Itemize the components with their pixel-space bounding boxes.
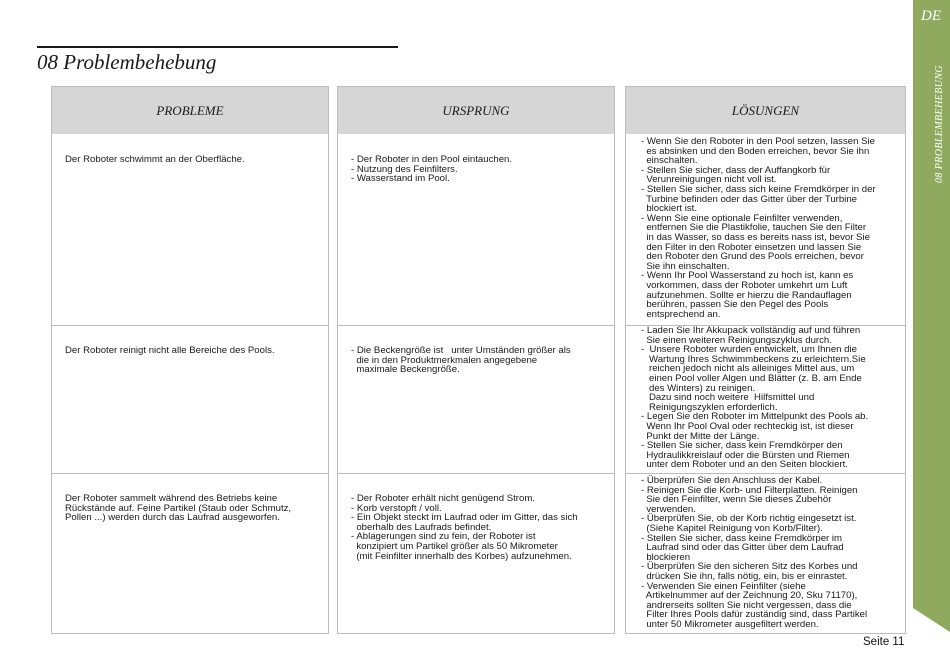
row-divider bbox=[338, 473, 614, 474]
row-divider bbox=[52, 473, 328, 474]
page-number: Seite 11 bbox=[863, 636, 905, 648]
problems-header: PROBLEME bbox=[52, 87, 328, 134]
solutions-column bbox=[625, 86, 906, 634]
solutions-header: LÖSUNGEN bbox=[626, 87, 905, 134]
origin-text-1: - Der Roboter in den Pool eintauchen. - Nutzung des Feinfilters. - Wasserstand im Pool. bbox=[351, 154, 513, 185]
origin-text-3: - Der Roboter erhält nicht genügend Strom. - Korb verstopft / voll. - Ein Objekt steckt im Laufrad oder im Gitter, das sich oberhalb des Laufrads befindet. - Ablagerungen sind zu fein, der Roboter ist konzipiert um Partikel größer als 50 Mikrometer (mit Feinfilter innerhalb des Korbes) aufzunehmen. bbox=[351, 493, 578, 562]
language-code: DE bbox=[921, 8, 941, 24]
solution-text-3: - Überprüfen Sie den Anschluss der Kabel. - Reinigen Sie die Korb- und Filterplatten. Reinigen Sie den Feinfilter, wenn Sie dieses Zubehör verwenden. - Überprüfen Sie, ob der Korb richtig eingesetzt ist. (Siehe Kapitel Reinigung von Korb/Filter). - Stellen Sie sicher, dass keine Fremdkörper im Laufrad sind oder das Gitter über dem Laufrad blockieren - Überprüfen Sie den sicheren Sitz des Korbes und drücken Sie ihn, falls nötig, ein, bis er einrastet. - Verwenden Sie einen Feinfilter (siehe Artikelnummer auf der Zeichnung 20, Sku 71170), andrerseits sollten Sie nicht vergessen, dass die Filter Ihres Pools dafür zuständig sind, dass Partikel unter 50 Mikrometer ausgefiltert werden. bbox=[641, 475, 868, 630]
solution-text-1: - Wenn Sie den Roboter in den Pool setzen, lassen Sie es absinken und den Boden erreichen, bevor Sie ihn einschalten. - Stellen Sie sicher, dass der Auffangkorb für Verunreinigungen nicht voll ist. - Stellen Sie sicher, dass sich keine Fremdkörper in der Turbine befinden oder das Gitter über der Turbine blockiert ist. - Wenn Sie eine optionale Feinfilter verwenden, entfernen Sie die Plastikfolie, tauchen Sie den Filter in das Wasser, so dass es bereits nass ist, bevor Sie den Filter in den Roboter einsetzen und lassen Sie den Roboter den Grund des Pools erreichen, bevor Sie ihn einschalten. - Wenn Ihr Pool Wasserstand zu hoch ist, kann es vorkommen, dass der Roboter umkehrt um Luft aufzunehmen. Sollte er hierzu die Randauflagen berühren, passen Sie den Pegel des Pools entsprechend an. bbox=[641, 136, 876, 320]
row-divider bbox=[338, 325, 614, 326]
problem-text-3: Der Roboter sammelt während des Betriebs keine Rückstände auf. Feine Partikel (Staub oder Schmutz, Pollen ...) werden durch das Laufrad ausgeworfen. bbox=[65, 493, 292, 524]
title-rule bbox=[37, 46, 398, 48]
page-title: 08 Problembehebung bbox=[37, 50, 217, 74]
origin-column bbox=[337, 86, 615, 634]
origin-text-2: - Die Beckengröße ist unter Umständen größer als die in den Produktmerkmalen angegebene maximale Beckengröße. bbox=[351, 345, 571, 376]
row-divider bbox=[52, 325, 328, 326]
problem-text-2: Der Roboter reinigt nicht alle Bereiche des Pools. bbox=[65, 345, 275, 356]
chapter-side-label: 08 PROBLEMBEHEBUNG bbox=[934, 64, 945, 183]
problem-text-1: Der Roboter schwimmt an der Oberfläche. bbox=[65, 154, 245, 165]
row-divider bbox=[626, 473, 905, 474]
origin-header: URSPRUNG bbox=[338, 87, 614, 134]
problems-column bbox=[51, 86, 329, 634]
solution-text-2: - Laden Sie Ihr Akkupack vollständig auf und führen Sie einen weiteren Reinigungszyklus durch. - Unsere Roboter wurden entwickelt, um Ihnen die Wartung Ihres Schwimmbeckens zu erleichtern.Sie reichen jedoch nicht als alleiniges Mittel aus, um einen Pool voller Algen und Blätter (z. B. am Ende des Winters) zu reinigen. Dazu sind noch weitere Hilfsmittel und Reinigungszyklen erforderlich. - Legen Sie den Roboter im Mittelpunkt des Pools ab. Wenn Ihr Pool Oval oder rechteckig ist, ist dieser Punkt der Mitte der Länge. - Stellen Sie sicher, dass kein Fremdkörper den Hydraulikkreislauf oder die Bürsten und Riemen unter dem Roboter und an den Seiten blockiert. bbox=[641, 325, 869, 471]
